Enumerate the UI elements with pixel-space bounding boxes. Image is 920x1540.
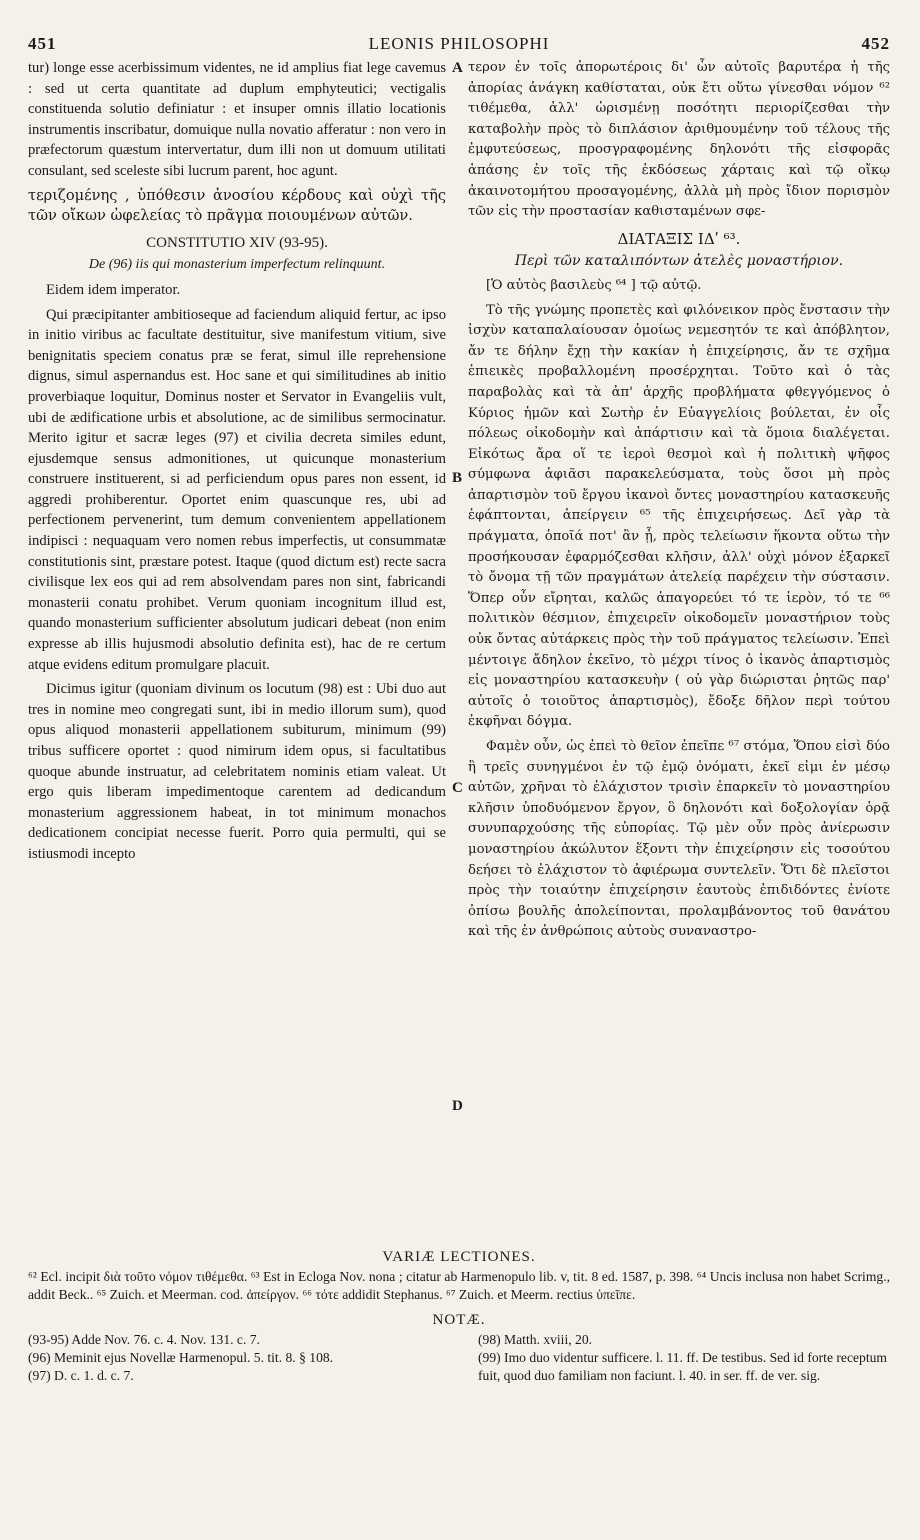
constitution-heading: CONSTITUTIO XIV (93-95). [146,234,328,251]
latin-paragraph: tur) longe esse acerbissimum videntes, ne id amplius fiat lege cavemus : sed ut certa quantitate ad duplum emphyteutici; vectigalis constituenda solutio definiatur : et insuper omnis illatio locationis instrumentis inscribatur, domuique nulla novatio afferatur : non vero in præfectorum quæstum intervertatur, dum illi non ut domuum utilitati consulant, sed sceleste sibi lucrum parent, hoc agunt. [28,60,446,179]
latin-paragraph: Dicimus igitur (quoniam divinum os locutum (98) est : Ubi duo aut tres in nomine meo congregati sunt, ibi in medio illorum sum), quod opus aliquod monasterii appellationem subiturum, minimum (99) tribus sufficere oportet : quod nimirum idem opus, si facultatibus quoque abunde instruatur, ad celebritatem nominis etiam valeat. Ut ergo quis liberam impedimentoque carentem ad dedicandum monasterium aggressionem habeat, in tot minimum monachos dedicationem concipiat necesse fuerit. Porro quia permulti, qui se istiusmodi incepto [28,681,446,862]
greek-column [468,58,890,947]
greek-paragraph: Τὸ τῆς γνώμης προπετὲς καὶ φιλόνεικον πρὸς ἔνστασιν τὴν ἰσχὺν καταπαλαίουσαν ὁμοίως νεμεσητόν τε καὶ ἀπόβλητον, ἄν τε δήλην ἔχῃ τὴν κακίαν ἡ ἐπιχείρησις, ἄν τε σχῆμα ἐπιεικὲς προβαλλομένη προσέρχηται. Τοῦτο καὶ ὁ τὰς παραβολὰς καὶ τὰ ἀπ' ἀρχῆς προβλήματα φθεγγόμενος ὁ Κύριος ἡμῶν καὶ Σωτὴρ ἐν Εὐαγγελίοις βούλεται, ἐν οἷς πόλεως οἰκοδομὴν καὶ ἀπάρτισιν καὶ τὰ ὅμοια διαλέγεται. Εἰκότως ἄρα οἵ τε ἱεροὶ θεσμοὶ καὶ ἡ πολιτικὴ ψῆφος σύμφωνα ἀφιᾶσι παρακελεύσματα, τοὺς ὅσοι μὴ πρὸς ἀπαρτισμὸν τοῦ ἔργου ἱκανοὶ ὄντες μοναστηρίου κατασκευῆς ἐφάπτονται, ἀπείργειν ⁶⁵ τῆς ἐπιχειρήσεως. Δεῖ γὰρ τὰ πράγματα, ὁποῖά ποτ' ἂν ᾖ, πρὸς τελείωσιν ἥκοντα οὕτω τὴν προσήκουσαν ἐφαρμόζεσθαι κλῆσιν, ἀλλ' οὐχὶ μόνον ἐξαρκεῖ τὸ ὄνομα τῇ τῶν πραγμάτων ἀτελείᾳ παρέχειν τὴν σύστασιν. Ὅπερ οὖν εἴρηται, καλῶς ἀπαγορεύει τό τε ἱερὸν, τό τε ⁶⁶ πολιτικὸν θέσμιον, ἐπιχειρεῖν οἰκοδομεῖν μοναστήριον τοὺς οὐκ ὄντας αὐτάρκεις πρὸς τὴν τοῦ πράγματος τελείωσιν. Ἐπεὶ μέντοιγε ἄδηλον ἐκεῖνο, τὸ μέχρι τίνος ὁ ἱκανὸς ἀπαρτισμὸς εἰς μοναστηρίου κατασκευὴν ( οὐ γὰρ διώρισται ῥητῶς παρ' αὐτοῖς ὁ τοιοῦτος ἀπαρτισμὸς), ἔδοξε δῆλον περὶ τούτου ἐκφῆναι δόγμα. [468,302,890,730]
page-number-left: 451 [28,34,57,53]
note-item: (99) Imo duo videntur sufficere. l. 11. ff. De testibus. Sed id forte receptum fuit, quod duo familiam non faciunt. l. 40. in ser. ff. de ver. sig. [478,1350,887,1383]
greek-paragraph: Φαμὲν οὖν, ὡς ἐπεὶ τὸ θεῖον ἐπεῖπε ⁶⁷ στόμα, Ὅπου εἰσὶ δύο ἢ τρεῖς συνηγμένοι ἐν τῷ ἐμῷ ὀνόματι, ἐκεῖ εἰμι ἐν μέσῳ αὐτῶν, χρῆναι τὸ ἐλάχιστον τρισὶν ἐπαρκεῖν τὸ μοναστηρίου κλῆσιν ὑποδυόμενον ἔργον, ὃ δηλονότι καὶ δοξολογίαν ὁρᾷ συνυπαρχούσης τῆς εὐπορίας. Τῷ μὲν οὖν πρὸς ἀνίερωσιν μοναστηρίου ἀκώλυτον ἕξοντι τὴν ἐπιχείρησιν εἰς τοσούτου δεήσει τὸ ἐλάχιστον τὸ ἀφιέρωμα συντελεῖν. Ὅτι δὲ πλεῖστοι πρὸς τὴν τοιαύτην ἐπιχείρησιν ἑαυτοὺς ἐπιδιδόντες ἐνίοτε ὀπίσω βουλῆς ἀπολείπονται, προλαμβάνοντος τοῦ θανάτου καὶ τῆς ἐν ἀνθρώποις αὐτοὺς συναναστρο- [468,739,890,940]
note-item: (98) Matth. xviii, 20. [478,1332,593,1347]
diataxis-subtitle: Περὶ τῶν καταλιπόντων ἀτελὲς μοναστήριον. [514,253,844,270]
latin-column [28,58,446,869]
latin-paragraph: Eidem idem imperator. [46,281,181,298]
notae-section [28,1331,890,1421]
latin-paragraph: Qui præcipitanter ambitioseque ad faciendum aliquid fertur, ac ipso in initio viribus ac facultate destituitur, sive manifestum vitium, sive benignitatis speciem conatus præ se ferat, simul ille reprehensione dignus, simul aspernandus est. Hoc sane et qui similitudines ab initio proverbiaque loquitur, Dominus noster et Servator in Evangeliis vult, ubi de ædificatione urbis et absolutione, ac de similibus sermocinatur. Merito igitur et sacræ leges (97) et civilia decreta similes edunt, ejusdemque sensus admonitiones, ut quicunque monasterium construere instituerent, si ad perficiendum opus pares non essent, id aggredi prohiberentur. Oportet enim quascunque res, ubi ad perfectionem pervenerint, tum demum convenientem appellationem indipisci : nequaquam vero nomen rebus imperfectis, ut consummatæ constitutionis sint, præstare potest. Itaque (quod dictum est) recte sacra civilisque lex eos qui ad rem absolvendam pares non sint, fabricandi monasterii conatu prohibet. Verum quoniam incognitum illud est, quando monasterium sufficienter absolutum judicari debeat (non enim expresse ab illis hujusmodi absolutio definita est), hac de re certum atque evidens editum promulgare placuit. [28,306,446,673]
greek-paragraph: [Ὁ αὐτὸς βασιλεὺς ⁶⁴ ] τῷ αὐτῷ. [486,277,702,293]
note-item: (97) D. c. 1. d. c. 7. [28,1368,134,1383]
page-number-right: 452 [861,34,890,53]
variae-lectiones-title: VARIÆ LECTIONES. [382,1249,536,1265]
notae-title: NOTÆ. [432,1312,486,1328]
note-item: (96) Meminit ejus Novellæ Harmenopul. 5. tit. 8. § 108. [28,1350,334,1365]
margin-letter-c: C [452,780,463,796]
margin-letter-b: B [452,470,463,486]
margin-letter-d: D [452,1098,463,1114]
notae-left-column [28,1331,458,1385]
document-page [28,30,890,1421]
greek-continuation: τεριζομένης , ὑπόθεσιν ἀνοσίου κέρδους καὶ οὐχὶ τῆς τῶν οἴκων ὠφελείας τὸ πρᾶγμα ποιουμένων αὐτῶν. [28,186,446,225]
note-item: (93-95) Adde Nov. 76. c. 4. Nov. 131. c. 7. [28,1332,260,1347]
diataxis-heading: ΔΙΑΤΑΞΙΣ ΙΔʹ ⁶³. [617,229,741,248]
running-title: LEONIS PHILOSOPHI [368,34,550,53]
greek-paragraph: τερον ἐν τοῖς ἀπορωτέροις δι' ὧν αὐτοῖς βαρυτέρα ἡ τῆς ἀπορίας ἀνάγκη καθίσταται, οὐκ ἔτι οὕτω γίνεσθαι νόμον ⁶² τιθέμεθα, ἀλλ' ὡρισμένῃ ποσότητι περιορίζεσθαι τὴν καταβολὴν πρὸς τὸ διπλάσιον ἀριθμουμένην τοῦ τέλους τῆς ἐμφυτεύσεως, προσγραφομένης δηλονότι τῆς εἰσφορᾶς ἁπάσης ἐν τοῖς τῆς ἐκδόσεως χάρταις καὶ τῷ οἴκῳ ἀκαινοτομήτου προσαγομένης, ἀλλὰ μὴ πρὸς ἴδιον πορισμὸν τῶν εἰς τὴν προστασίαν καθισταμένων σφε- [468,60,890,220]
margin-letter-a: A [452,60,463,76]
constitution-subtitle: De (96) iis qui monasterium imperfectum relinquunt. [88,257,386,273]
page-header [28,30,890,58]
two-column-body [28,58,890,1243]
notae-right-column [478,1331,890,1385]
variae-lectiones-text: ⁶² Ecl. incipit διὰ τοῦτο νόμον τιθέμεθα. ⁶³ Est in Ecloga Nov. nona ; citatur ab Harmenopulo lib. v, tit. 8 ed. 1587, p. 398. ⁶⁴ Uncis inclusa non habet Scrimg., addit Beck.. ⁶⁵ Zuich. et Meerman. cod. ἀπείργον. ⁶⁶ τότε addidit Stephanus. ⁶⁷ Zuich. et Meerm. rectius ὑπεῖπε. [28,1269,890,1302]
